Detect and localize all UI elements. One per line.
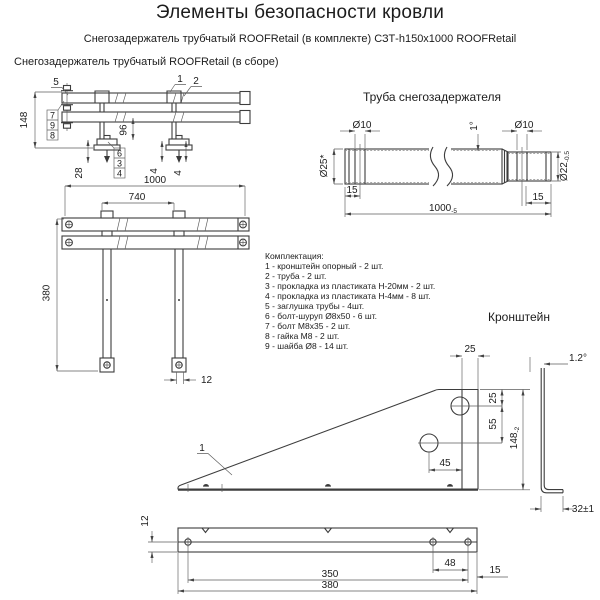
parts-list (265, 251, 435, 351)
parts-list-item: 8 - гайка М8 - 2 шт. (265, 331, 340, 341)
dim-pad-4-right: 4 (173, 170, 184, 176)
dim-48: 48 (444, 558, 456, 569)
dim-slot-25: 25 (464, 344, 476, 355)
bracket-view-title: Кронштейн (488, 310, 550, 324)
dim-96: 96 (118, 124, 130, 136)
dim-1000: 1000 (143, 175, 167, 186)
assembly-front-view (42, 211, 250, 386)
tube-top-cap (240, 92, 250, 105)
callout-plate-1: 1 (199, 443, 205, 454)
page-title: Элементы безопасности кровли (155, 2, 445, 23)
dim-hole-left: Ø10 (352, 120, 372, 131)
callout-bracket: 1 (177, 74, 183, 85)
tube-body (345, 149, 502, 184)
tube-top (62, 93, 240, 103)
parts-list-item: 4 - прокладка из пластиката Н-4мм - 8 шт. (265, 291, 431, 301)
dim-tube-1000: $1000_{-5}$ (428, 203, 458, 215)
dim-hole-right: Ø10 (514, 120, 534, 131)
dim-15-left: 15 (346, 185, 358, 196)
assembly-caption: Снегозадержатель трубчатый ROOFRetail (в сборе) (14, 56, 279, 68)
dim-hole2-55: 55 (488, 418, 499, 430)
dim-angle-1-2deg: 1.2° (569, 353, 587, 364)
dim-height-148: 148 (19, 111, 30, 129)
dim-350: 350 (321, 569, 339, 580)
dim-380: 380 (321, 580, 339, 591)
tube-view-title: Труба снегозадержателя (363, 90, 501, 104)
callout-washer: 9 (49, 120, 56, 131)
dim-28: 28 (74, 167, 85, 179)
bracket-base-plan (178, 528, 477, 552)
tube-view (319, 120, 571, 217)
bracket-foot-right (166, 136, 192, 164)
callout-bolt: 7 (49, 110, 56, 121)
dim-740: 740 (128, 192, 146, 203)
callout-nut: 8 (49, 130, 56, 141)
base-screw-heads (203, 484, 453, 487)
bracket-outline (178, 390, 478, 490)
dim-45: 45 (439, 458, 451, 469)
callout-pad4: 4 (116, 168, 123, 179)
dim-dia-22: $Ø22_{-0.5}$ (559, 150, 571, 182)
dim-dia-25: Ø25* (319, 154, 330, 178)
plate-mark (106, 299, 108, 301)
dim-380: 380 (41, 284, 53, 302)
parts-list-item: 5 - заглушка трубы - 4шт. (265, 301, 365, 311)
flange-profile (541, 368, 563, 493)
parts-list-item: 6 - болт-шуруп Ø8х50 - 6 шт. (265, 311, 378, 321)
parts-list-item: 3 - прокладка из пластиката Н-20мм - 2 шт. (265, 281, 436, 291)
dim-height-148: $148_{-2}$ (509, 426, 521, 450)
parts-list-item: 9 - шайба Ø8 - 14 шт. (265, 341, 349, 351)
parts-list-heading: Комплектация: (265, 251, 324, 261)
dim-flange-32: 32±1 (571, 504, 595, 515)
tube-reduced-end (508, 152, 551, 181)
callout-tube: 2 (193, 76, 199, 87)
dim-15-right: 15 (532, 192, 544, 203)
parts-list-item: 7 - болт М8х35 - 2 шт. (265, 321, 351, 331)
clamp-bolts (61, 83, 73, 131)
feet (100, 358, 186, 372)
dim-plate-12: 12 (140, 515, 151, 527)
page-subtitle: Снегозадержатель трубчатый ROOFRetail (в комплекте) СЗТ-h150x1000 ROOFRetail (83, 33, 517, 45)
callout-cap: 5 (53, 77, 59, 88)
dim-edge-15: 15 (489, 565, 501, 576)
tube-bottom-cap (240, 111, 250, 124)
dim-12: 12 (201, 375, 213, 386)
break-mask (429, 147, 451, 186)
callout-pad20: 3 (116, 158, 123, 169)
assembly-side-view (19, 74, 250, 216)
parts-list-item: 2 - труба - 2 шт. (265, 271, 327, 281)
parts-list-item: 1 - кронштейн опорный - 2 шт. (265, 261, 384, 271)
dim-pad-4-left: 4 (149, 168, 160, 174)
tube-top (62, 218, 249, 231)
dim-angle-1deg: 1° (469, 121, 480, 131)
dim-hole1-25: 25 (488, 392, 499, 404)
plate-mark (178, 299, 180, 301)
tube-bottom (62, 112, 240, 122)
tube-crimp (502, 149, 508, 184)
callout-screw: 6 (116, 148, 123, 159)
tube-bottom (62, 236, 249, 249)
